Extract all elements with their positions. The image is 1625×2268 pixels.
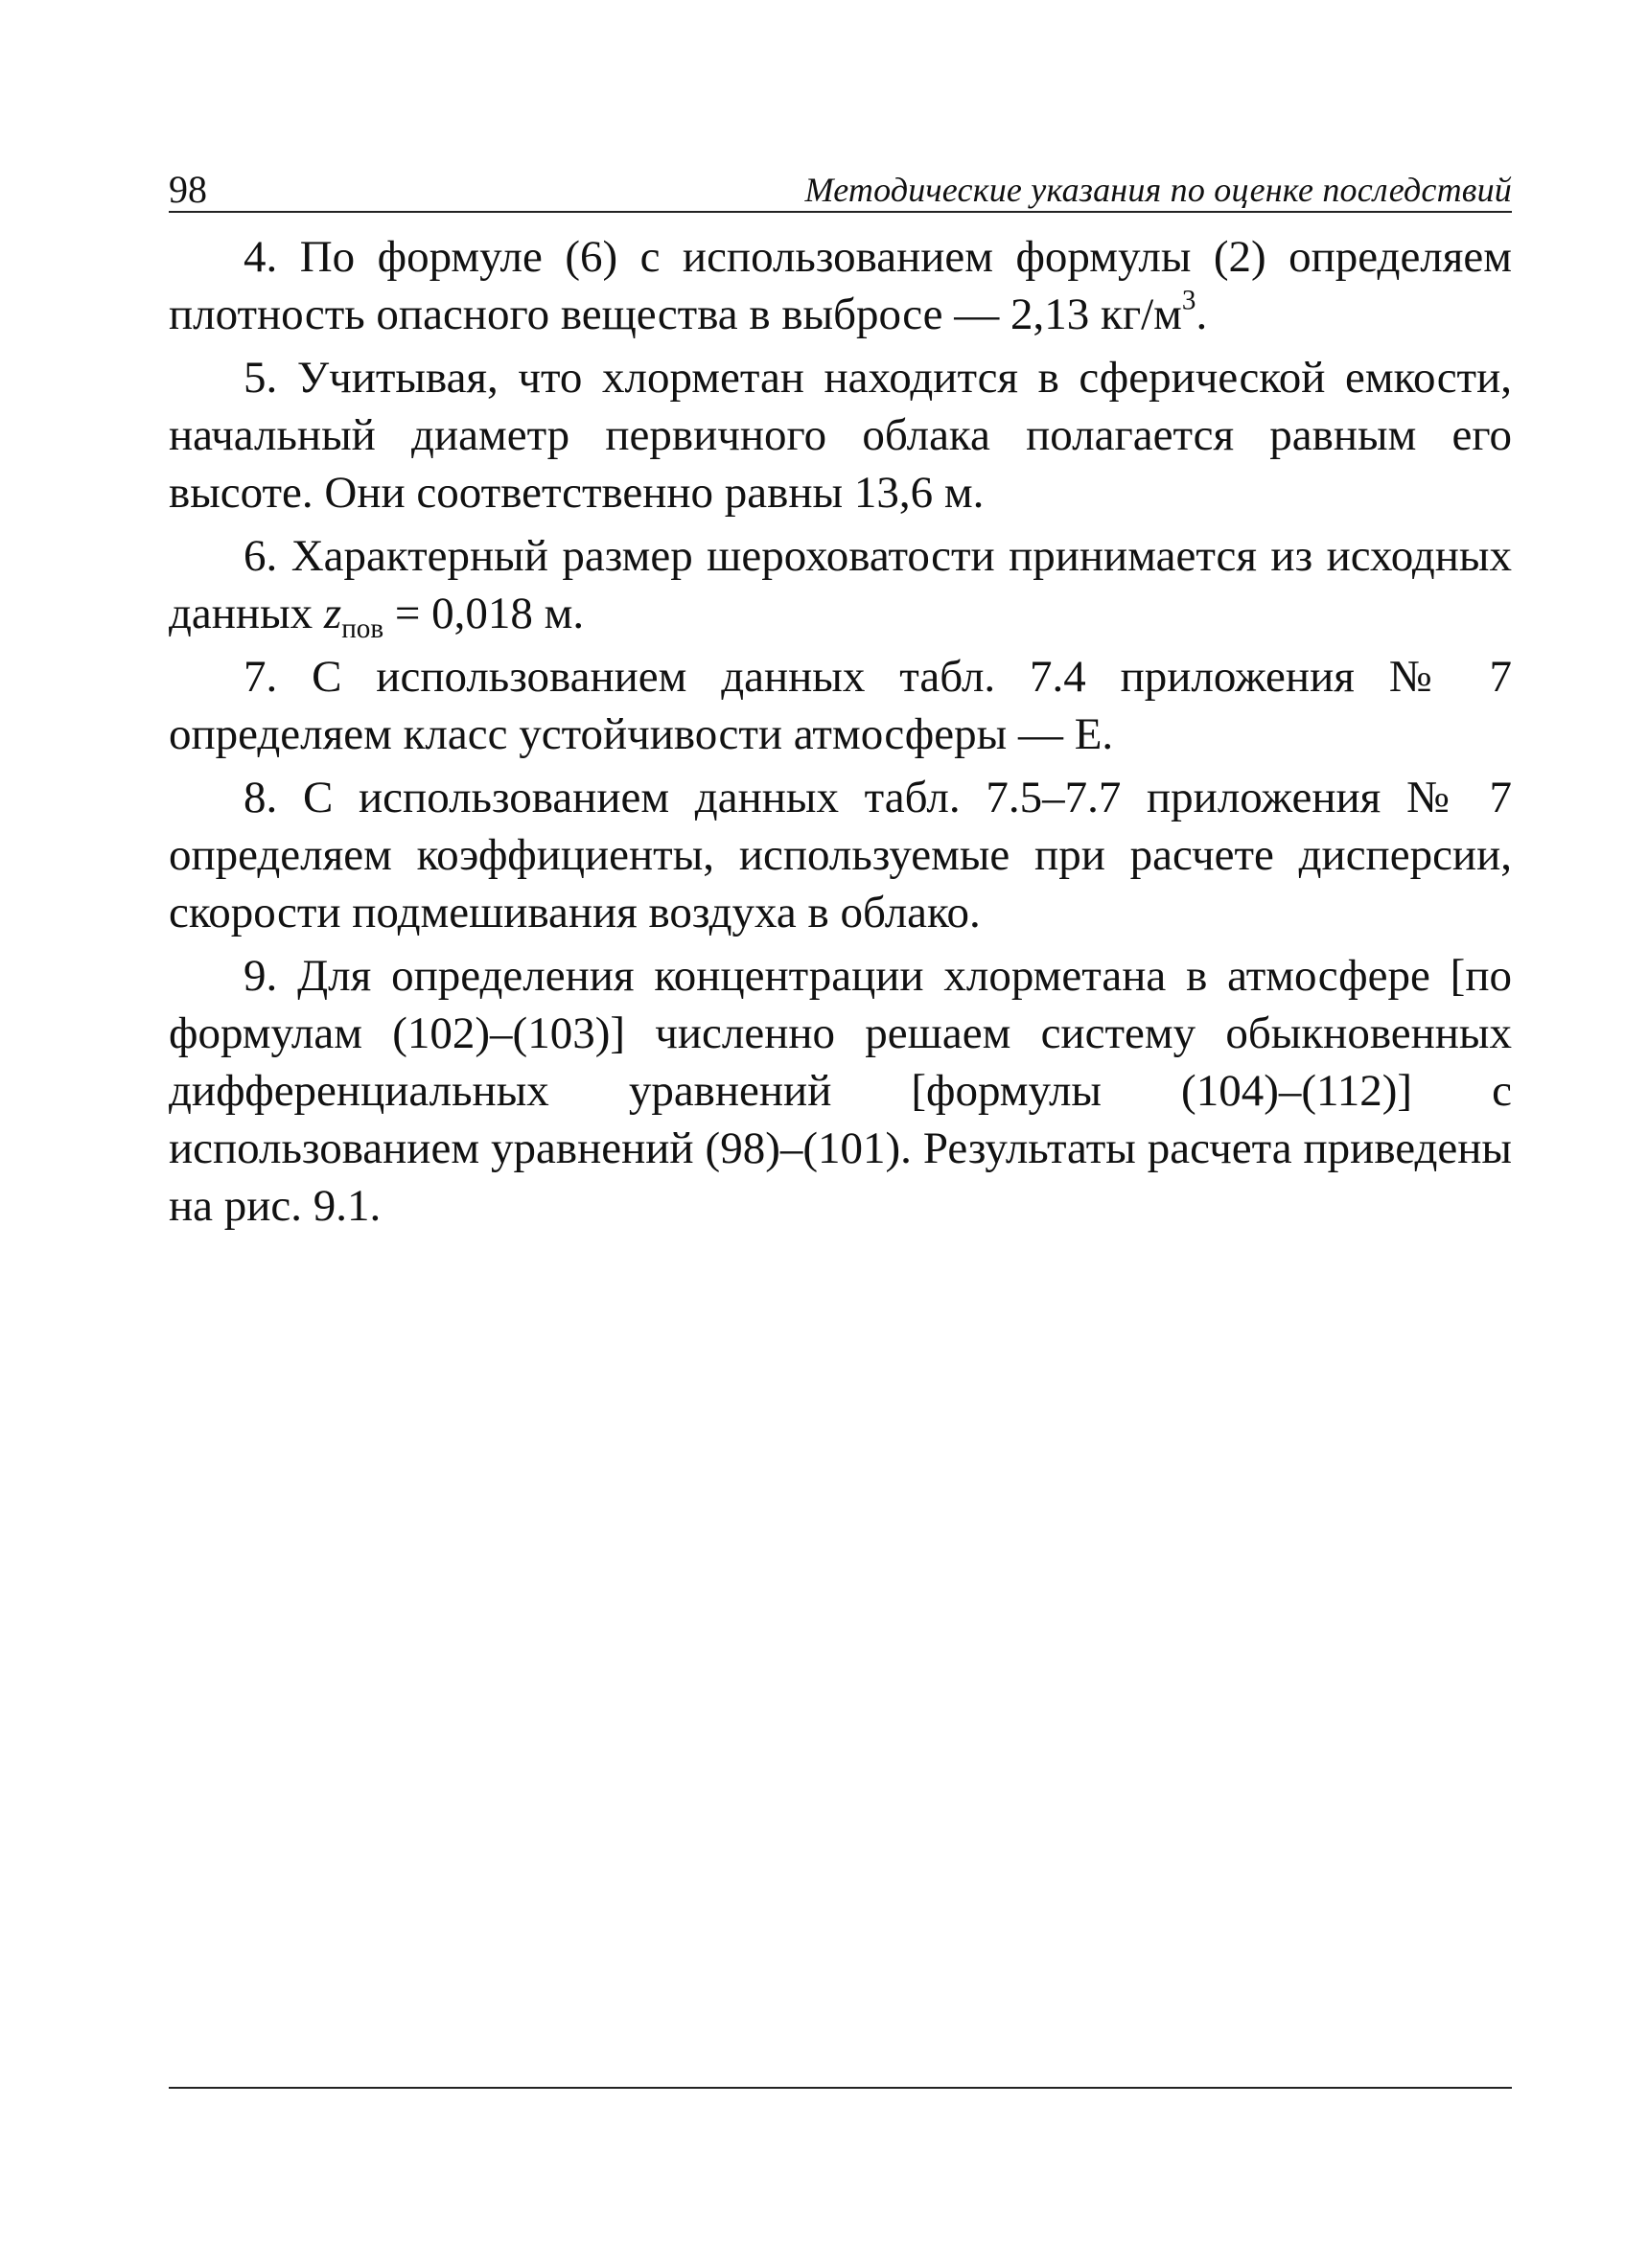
- page-number: 98: [169, 168, 207, 211]
- paragraph-5: 5. Учитывая, что хлорметан находится в сферической емкости, начальный диаметр первичного облака полагается равным его высоте. Они соответственно равны 13,6 м.: [169, 353, 1512, 518]
- footer-rule: [169, 2087, 1512, 2089]
- paragraph-4-end: .: [1196, 289, 1208, 339]
- paragraph-4-text: 4. По формуле (6) с использованием формулы (2) определяем плотность опасного вещества в выбросе — 2,13 кг/м: [169, 232, 1512, 339]
- paragraph-7: 7. С использованием данных табл. 7.4 приложения № 7 определяем класс устойчивости атмосферы — Е.: [169, 652, 1512, 759]
- superscript-cubed: 3: [1181, 285, 1196, 316]
- paragraph-6-text: 6. Характерный размер шероховатости принимается из исходных данных: [169, 531, 1512, 638]
- paragraph-9: 9. Для определения концентрации хлорметана в атмосфере [по формулам (102)–(103)] численно решаем систему обыкновенных дифференциальных уравнений [формулы (104)–(112)] с использованием уравнений (98)–(101). Результаты расчета приведены на рис. 9.1.: [169, 951, 1512, 1231]
- roughness-variable: z: [323, 589, 342, 638]
- page-header: [169, 161, 1512, 213]
- running-title: Методические указания по оценке последствий: [804, 171, 1512, 209]
- roughness-subscript: пов: [341, 613, 384, 645]
- paragraph-6-end: = 0,018 м.: [383, 589, 585, 638]
- paragraph-6: [169, 527, 1512, 645]
- paragraph-8: 8. С использованием данных табл. 7.5–7.7 приложения № 7 определяем коэффициенты, используемые при расчете дисперсии, скорости подмешивания воздуха в облако.: [169, 773, 1512, 937]
- paragraph-4: [169, 228, 1512, 343]
- body-text: [169, 228, 1512, 1235]
